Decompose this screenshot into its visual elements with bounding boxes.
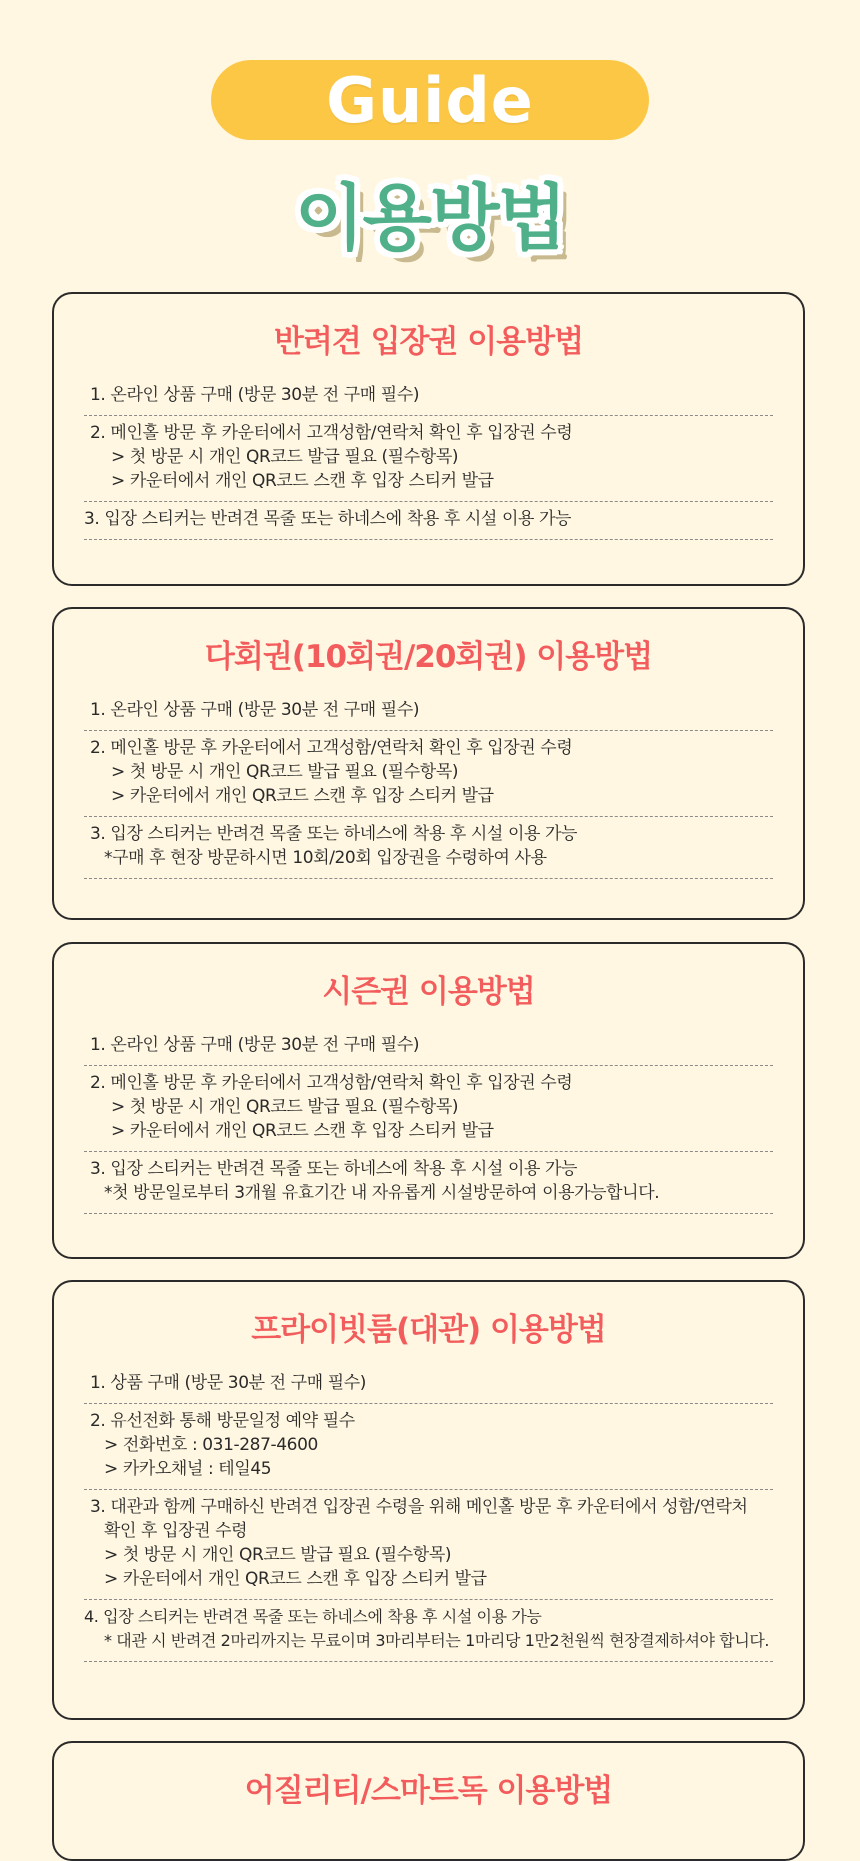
list-item xyxy=(84,731,773,817)
section-title: 시즌권 이용방법 xyxy=(322,974,535,1010)
item-line: > 카운터에서 개인 QR코드 스캔 후 입장 스티커 발급 xyxy=(111,1121,494,1141)
item-line: 3. 대관과 함께 구매하신 반려견 입장권 수령을 위해 메인홀 방문 후 카운터에서 성함/연락처 xyxy=(90,1497,748,1517)
page-title: 이용방법 xyxy=(294,176,566,260)
section-items xyxy=(84,1366,773,1662)
item-line: > 카운터에서 개인 QR코드 스캔 후 입장 스티커 발급 xyxy=(104,1569,487,1589)
list-item xyxy=(84,1066,773,1152)
section-items xyxy=(84,1028,773,1214)
item-line: 2. 메인홀 방문 후 카운터에서 고객성함/연락처 확인 후 입장권 수령 xyxy=(90,423,573,443)
list-item xyxy=(84,1600,773,1662)
section-card-private-room xyxy=(52,1280,805,1720)
item-line: > 첫 방문 시 개인 QR코드 발급 필요 (필수항목) xyxy=(111,762,459,782)
item-line: 1. 온라인 상품 구매 (방문 30분 전 구매 필수) xyxy=(90,385,420,405)
item-line: *첫 방문일로부터 3개월 유효기간 내 자유롭게 시설방문하여 이용가능합니다. xyxy=(104,1183,660,1203)
list-item xyxy=(84,1404,773,1490)
list-item xyxy=(84,416,773,502)
item-line: *구매 후 현장 방문하시면 10회/20회 입장권을 수령하여 사용 xyxy=(104,848,547,868)
section-title: 반려견 입장권 이용방법 xyxy=(273,324,584,360)
section-title: 다회권(10회권/20회권) 이용방법 xyxy=(204,639,653,675)
item-line: > 카운터에서 개인 QR코드 스캔 후 입장 스티커 발급 xyxy=(111,786,494,806)
guide-label: Guide xyxy=(326,63,534,137)
list-item xyxy=(84,1028,773,1066)
section-items xyxy=(84,693,773,879)
list-item xyxy=(84,1490,773,1600)
section-card-multi-pass xyxy=(52,607,805,920)
guide-pill xyxy=(211,60,649,140)
item-line: 3. 입장 스티커는 반려견 목줄 또는 하네스에 착용 후 시설 이용 가능 xyxy=(84,509,572,529)
item-line: 2. 메인홀 방문 후 카운터에서 고객성함/연락처 확인 후 입장권 수령 xyxy=(90,738,573,758)
item-line: 2. 유선전화 통해 방문일정 예약 필수 xyxy=(90,1411,355,1431)
section-title: 어질리티/스마트독 이용방법 xyxy=(244,1773,613,1809)
item-line: * 대관 시 반려견 2마리까지는 무료이며 3마리부터는 1마리당 1만2천원씩 현장결제하셔야 합니다. xyxy=(104,1631,770,1650)
item-line: > 첫 방문 시 개인 QR코드 발급 필요 (필수항목) xyxy=(104,1545,452,1565)
item-line: 1. 온라인 상품 구매 (방문 30분 전 구매 필수) xyxy=(90,1035,420,1055)
section-card-season-pass xyxy=(52,942,805,1259)
item-line: > 첫 방문 시 개인 QR코드 발급 필요 (필수항목) xyxy=(111,1097,459,1117)
header xyxy=(0,0,860,283)
item-line: > 전화번호 : 031-287-4600 xyxy=(104,1435,318,1455)
section-items xyxy=(84,378,773,540)
item-line: 확인 후 입장권 수령 xyxy=(104,1521,248,1541)
item-line: 1. 온라인 상품 구매 (방문 30분 전 구매 필수) xyxy=(90,700,420,720)
item-line: > 카운터에서 개인 QR코드 스캔 후 입장 스티커 발급 xyxy=(111,471,494,491)
section-card-agility xyxy=(52,1741,805,1861)
list-item xyxy=(84,817,773,879)
page-title-wrap xyxy=(0,160,860,264)
section-card-dog-ticket xyxy=(52,292,805,586)
section-title: 프라이빗룸(대관) 이용방법 xyxy=(251,1312,606,1348)
item-line: 4. 입장 스티커는 반려견 목줄 또는 하네스에 착용 후 시설 이용 가능 xyxy=(84,1607,542,1626)
list-item xyxy=(84,1152,773,1214)
list-item xyxy=(84,502,773,540)
item-line: 3. 입장 스티커는 반려견 목줄 또는 하네스에 착용 후 시설 이용 가능 xyxy=(90,1159,578,1179)
item-line: 2. 메인홀 방문 후 카운터에서 고객성함/연락처 확인 후 입장권 수령 xyxy=(90,1073,573,1093)
list-item xyxy=(84,378,773,416)
item-line: 1. 상품 구매 (방문 30분 전 구매 필수) xyxy=(90,1373,367,1393)
item-line: 3. 입장 스티커는 반려견 목줄 또는 하네스에 착용 후 시설 이용 가능 xyxy=(90,824,578,844)
list-item xyxy=(84,693,773,731)
list-item xyxy=(84,1366,773,1404)
item-line: > 카카오채널 : 테일45 xyxy=(104,1459,272,1479)
item-line: > 첫 방문 시 개인 QR코드 발급 필요 (필수항목) xyxy=(111,447,459,467)
